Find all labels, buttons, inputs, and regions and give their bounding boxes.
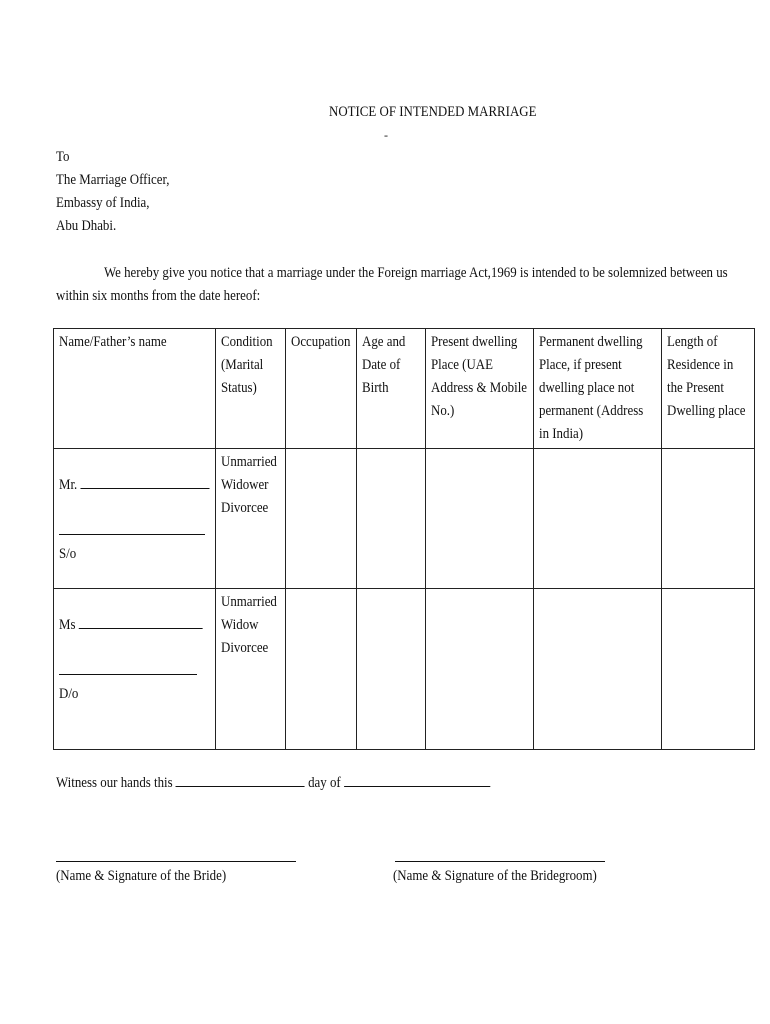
- bride-permanent-dwelling-cell[interactable]: [534, 589, 662, 750]
- header-age: Age and Date of Birth: [357, 329, 426, 449]
- groom-age-cell[interactable]: [357, 449, 426, 589]
- status-option: Unmarried: [221, 594, 277, 610]
- groom-signature-line[interactable]: [395, 861, 605, 862]
- marriage-details-table: [53, 328, 755, 750]
- bride-signature-line[interactable]: [56, 861, 296, 862]
- notice-paragraph: [56, 262, 756, 308]
- groom-relation: S/o: [59, 546, 77, 562]
- bride-length-residence-cell[interactable]: [662, 589, 755, 750]
- table-row-bride: [54, 589, 755, 750]
- header-name: Name/Father’s name: [54, 329, 216, 449]
- status-option: Widower: [221, 477, 269, 493]
- header-present-dwelling: Present dwelling Place (UAE Address & Mobile No.): [426, 329, 534, 449]
- groom-permanent-dwelling-cell[interactable]: [534, 449, 662, 589]
- groom-length-residence-cell[interactable]: [662, 449, 755, 589]
- status-option: Divorcee: [221, 500, 269, 516]
- status-option: Unmarried: [221, 454, 277, 470]
- bride-signature-label: (Name & Signature of the Bride): [56, 868, 227, 884]
- status-option: Widow: [221, 617, 259, 633]
- address-line-1: The Marriage Officer,: [56, 172, 170, 188]
- bride-name-field[interactable]: [79, 614, 203, 629]
- groom-occupation-cell[interactable]: [286, 449, 357, 589]
- title-mark: -: [384, 128, 388, 142]
- status-option: Divorcee: [221, 640, 269, 656]
- bride-relation: D/o: [59, 686, 79, 702]
- groom-name-field[interactable]: [81, 474, 210, 489]
- groom-present-dwelling-cell[interactable]: [426, 449, 534, 589]
- groom-status-cell: [216, 449, 286, 589]
- address-to: To: [56, 149, 70, 165]
- bride-status-cell: [216, 589, 286, 750]
- table-row-groom: [54, 449, 755, 589]
- groom-signature-label: (Name & Signature of the Bridegroom): [393, 868, 597, 884]
- header-length-residence: Length of Residence in the Present Dwelling place: [662, 329, 755, 449]
- bride-father-name-field[interactable]: [59, 660, 197, 675]
- witness-middle: day of: [308, 775, 341, 791]
- bride-title: Ms: [59, 617, 76, 633]
- table-header-row: [54, 329, 755, 449]
- witness-day-field[interactable]: [176, 772, 305, 787]
- witness-line: [56, 772, 561, 795]
- address-line-2: Embassy of India,: [56, 195, 150, 211]
- witness-prefix: Witness our hands this: [56, 775, 173, 791]
- header-occupation: Occupation: [286, 329, 357, 449]
- header-condition: Condition (Marital Status): [216, 329, 286, 449]
- groom-father-name-field[interactable]: [59, 520, 205, 535]
- notice-line-1: We hereby give you notice that a marriage under the Foreign marriage Act,1969 is intended to be solemnized between us: [104, 265, 728, 281]
- groom-name-cell: [54, 449, 216, 589]
- address-line-3: Abu Dhabi.: [56, 218, 117, 234]
- bride-present-dwelling-cell[interactable]: [426, 589, 534, 750]
- document-title: NOTICE OF INTENDED MARRIAGE: [329, 104, 537, 120]
- bride-age-cell[interactable]: [357, 589, 426, 750]
- bride-name-cell: [54, 589, 216, 750]
- witness-month-field[interactable]: [344, 772, 490, 787]
- bride-occupation-cell[interactable]: [286, 589, 357, 750]
- header-permanent-dwelling: Permanent dwelling Place, if present dwelling place not permanent (Address in India): [534, 329, 662, 449]
- notice-line-2: within six months from the date hereof:: [56, 288, 261, 304]
- recipient-address: [56, 146, 188, 238]
- groom-title: Mr.: [59, 477, 78, 493]
